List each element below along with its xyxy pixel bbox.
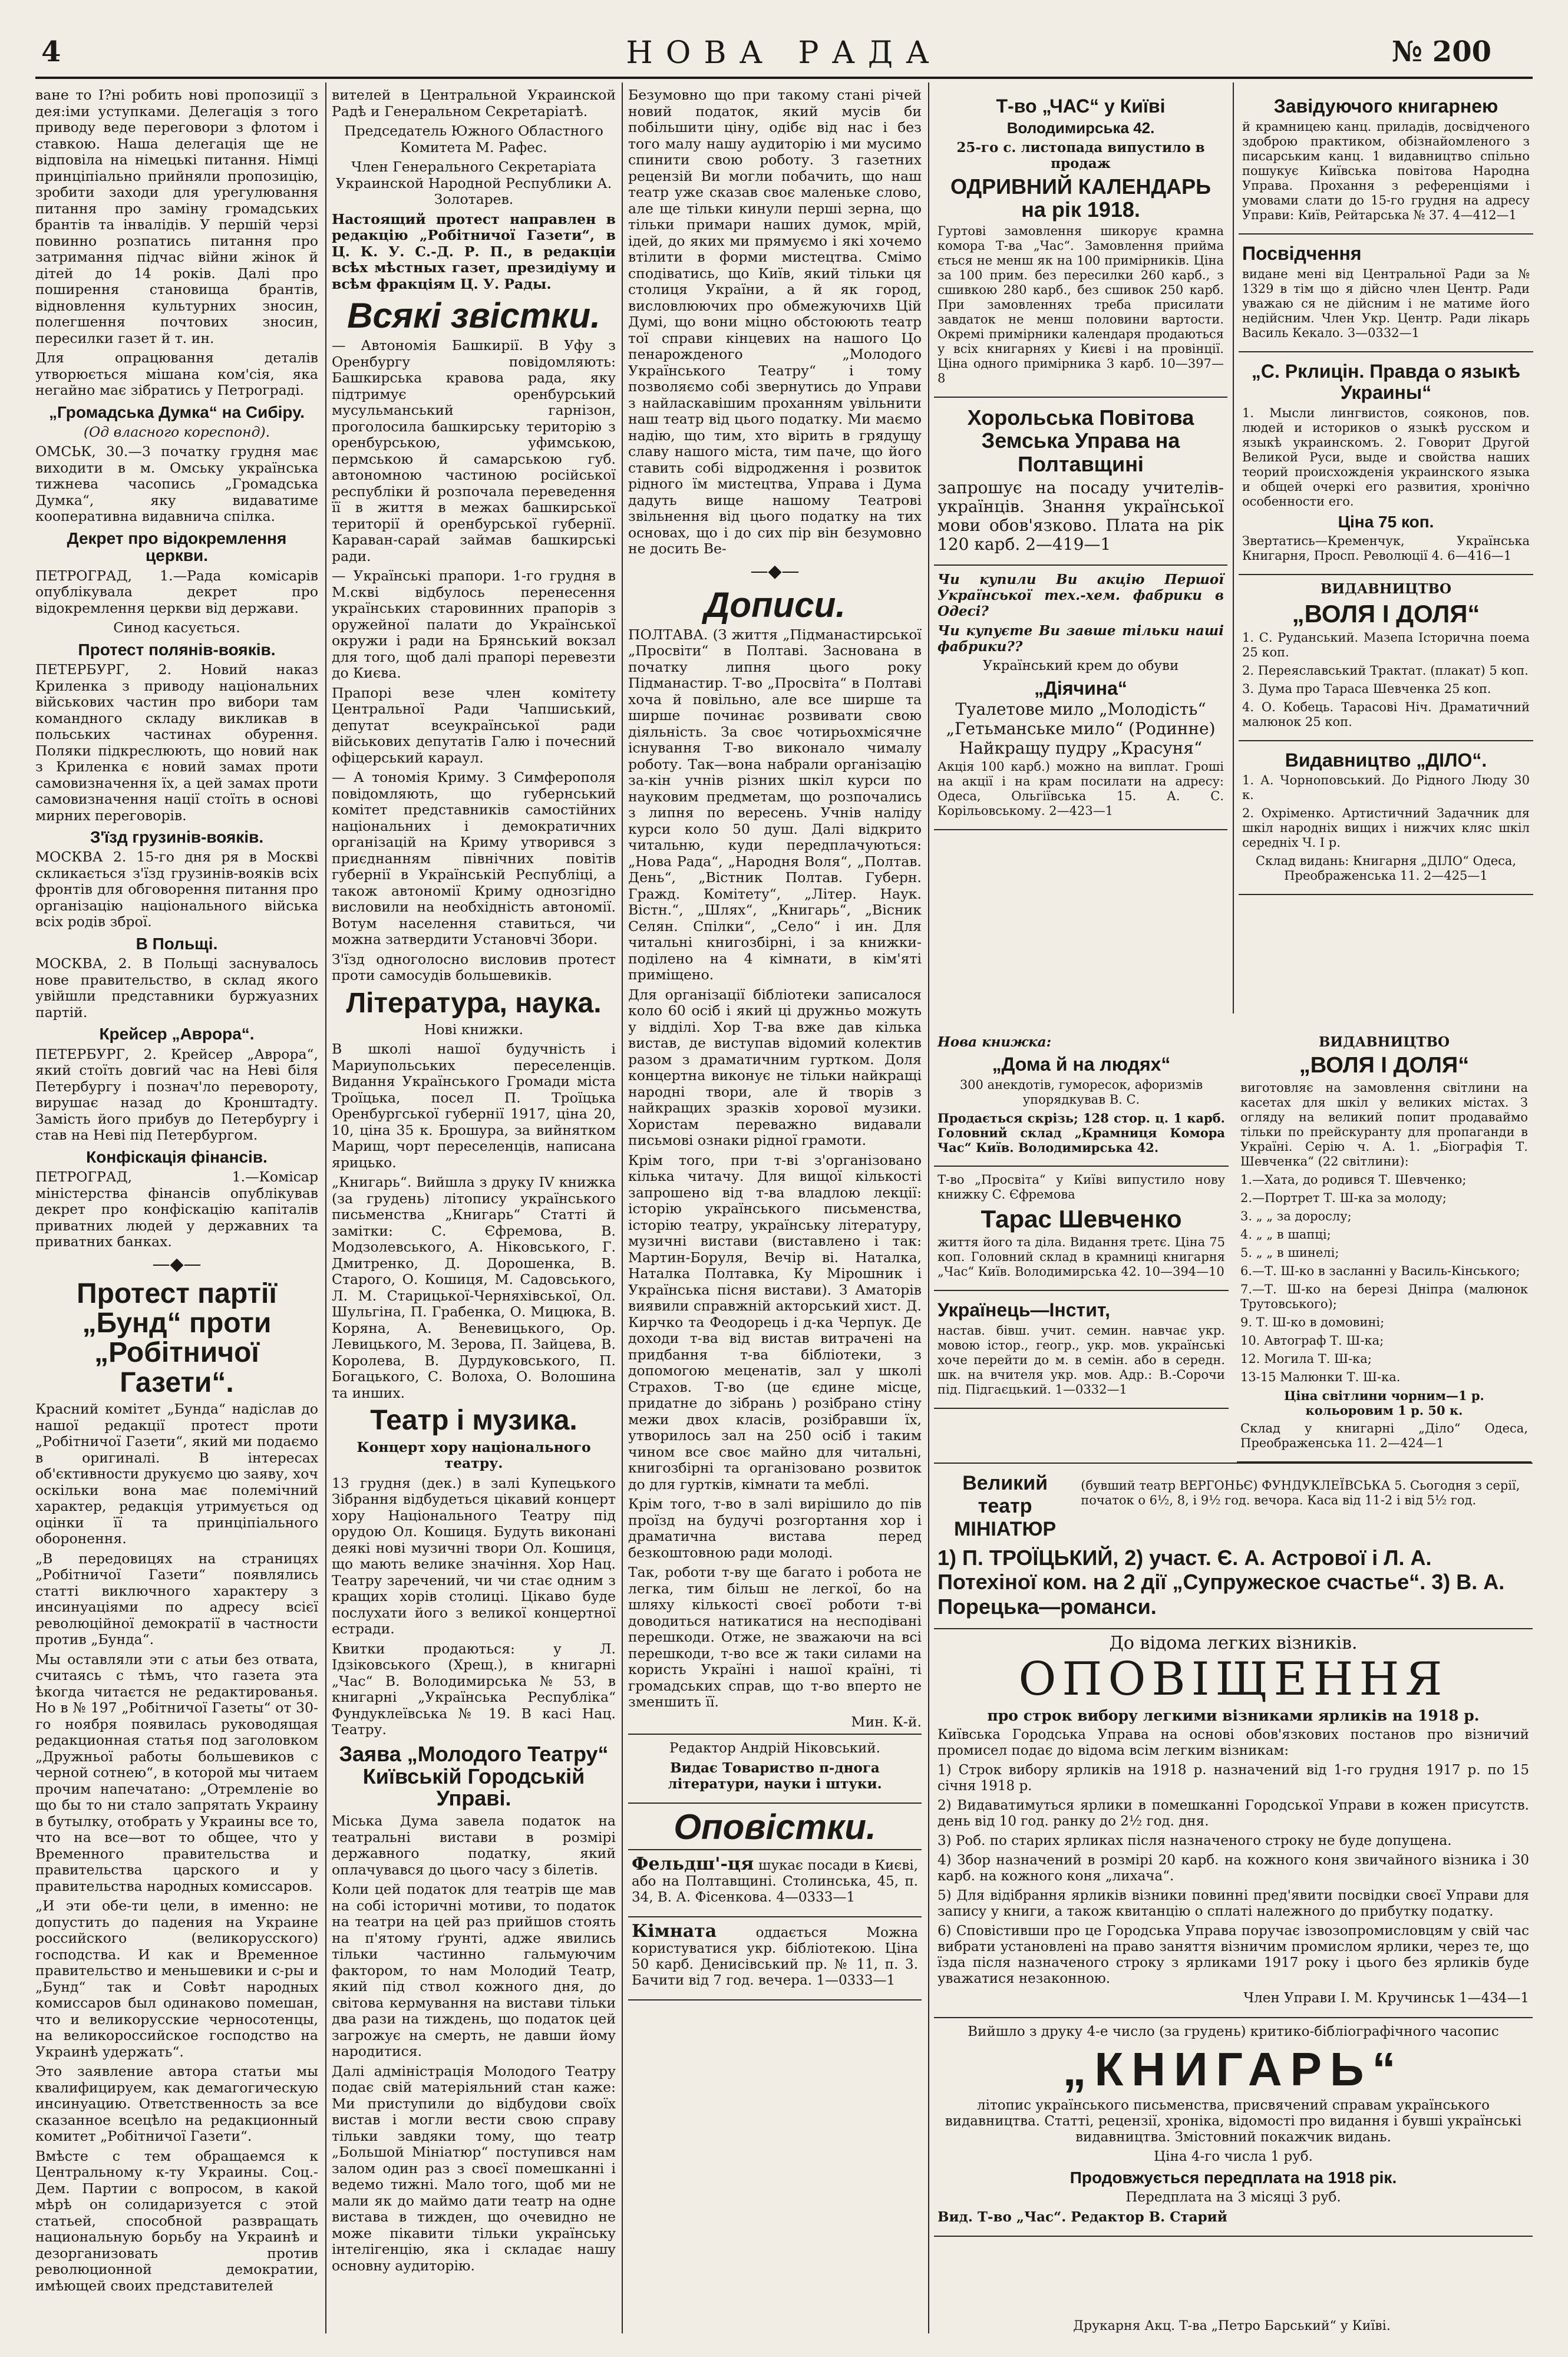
section-heading: Дописи. [704,585,846,625]
byline: (Од власного кореспонд). [83,423,270,440]
article-text: Коли цей податок для театрів ще мав на собі історичні мотиви, то податок на театри на цей раз прийшов стоять на п'ятому ґрунті, адже явились тільки частинно гальмуючим фактором, то нам Молодий Театр, який під ствол кожного дня, до світова кермування на вистави тільки два рази на тиждень, що податок цей загрожує на смерть, не давши йому народитися. [332,1881,616,2060]
ad-knyhar [934,2018,1533,2237]
article-text: МОСКВА 2. 15-го дня ря в Москві скликається з'їзд грузинів-вояків всіх фронтів для обговорення питання про організацію національного війська всіх родів зброї. [35,849,318,930]
editor-line: Редактор Андрій Ніковський. [669,1741,880,1756]
ad-theatre-miniatur [934,1463,1533,1629]
publisher-line: Видає Товариство п-днога літератури, науки і штуки. [668,1760,882,1792]
notice-subtitle: про строк вибору легкими візниками ярликів на 1918 р. [987,1707,1480,1725]
news-heading: „Громадська Думка“ на Сибіру. [48,402,305,421]
classified-ad [628,1849,922,1917]
ad-factory [934,566,1227,831]
ad-text: Продається скрізь; 128 стор. ц. 1 карб. Головний склад „Крамниця Комора Час“ Київ. Володимирська 42. [938,1110,1225,1155]
ad-bookstore [1239,87,1533,235]
notice-item: 4) Збор назначений в розмірі 20 карб. на кожного коня звичайного візника і 30 карб. на кожного коня „лихача“. [938,1853,1529,1884]
ad-address: Володимирська 42. [1006,118,1155,137]
subheading: Нові книжки. [424,1021,524,1038]
ad-teacher [934,1291,1229,1409]
imprint [628,1734,922,1804]
ads-row [934,1028,1533,1463]
ad-text: запрошує на посаду учителів-українців. Знання української мови обов'язково. Плата на рік 120 карб. 2—419—1 [938,477,1224,554]
ad-title: Великий театр МІНІАТЮР [954,1471,1057,1540]
article-text: Это заявление автора статьи мы квалифицируем, как демагогическую инсинуацию. Ответственность за все сказанное всецѣло на редакционный комитет „Робітничої Газети“. [35,2063,318,2145]
ad-zemstvo [934,398,1227,566]
column-5 [1239,87,1533,1024]
ad-price: Ціна 4-го числа 1 руб. [1154,2149,1313,2165]
article-text: Далі адміністрація Молодого Театру подає свій матеріяльний стан каже: Ми приступили до відбудови своїх вистав і могли вести свою справу тільки завдяки тому, що театр „Большой Мініатюр“ поступився нам залом один раз з своєї помешканні і ведемо тижні. Мало того, щоб ми не мали як до маймо дати театр на одне вистава в тижден, що очевидно не може пікавити тільки українську інтелігенцію, яка і складає нашу основну аудиторію. [332,2062,616,2274]
ad-subscription-price: Передплата на 3 місяці 3 руб. [1125,2190,1341,2206]
ad-price: Ціна світлини чорним—1 р. кольоровим 1 р. 50 к. [1284,1388,1484,1418]
notice-item: 5) Для відібрання ярликів візники повинні пред'явити посвідки своєї Управи для запису у книги, а також квитанцію о сплаті належного до прибутку податку. [938,1888,1529,1920]
article-text: Настоящий протест направлен в редакцію „Робітничої Газети“, в Ц. К. У. С.-Д. Р. П., в редакціи всѣх мѣстных газет, президіуму и всѣм фракціям Ц. У. Рады. [332,210,616,292]
article-text: Красний комітет „Бунда“ надіслав до нашої редакції протест проти „Робітничої Газети“, який ми подаємо в оригиналі. В інтересах об'єктивности друкуємо цю заяву, хоч оскільки вона має полемічний характер, редакція утримується од оцінки її та принціпіального оборонення. [35,1401,318,1547]
ad-text: 300 анекдотів, гуморесок, афоризмів упорядкував В. С. [959,1077,1203,1107]
article-text: 13 грудня (дек.) в залі Купецького Зібрання відбудеться цікавий концерт хору Національного Театру під орудою Ол. Кошиця. Будуть виконані деякі нові музичні твори Ол. Кошиця, що мають велике значіння. Хор Нац. Театру заречений, чи чи стає одним з кращих хорів столиці. Цікаво буде послухати його з великої концертної естради. [332,1474,616,1638]
ad-title: Завідуючого книгарнею [1273,95,1498,117]
ad-title: Видавництво „ДІЛО“. [1285,749,1487,771]
ad-item: 9. Т. Ш-ко в домовині; [1240,1315,1385,1329]
article-text: Крім того, т-во в залі вирішило до пів проїзд на будучі розгортання хор і драматична вистава перед безкоштовною ради молоді. [628,1496,922,1561]
ad-footer: Вид. Т-во „Час“. Редактор В. Старий [938,2209,1227,2226]
ad-text: Український крем до обуви [982,658,1179,674]
article-headline: Заява „Молодого Театру“ Київській Городській Управі. [339,1741,609,1811]
ad-publisher-dilo [1239,741,1533,896]
ad-text: Чи купили Ви акцію Першої Української тех.-хем. фабрики в Одесі? [938,571,1224,619]
ad-product: „Гетьманське мило“ (Родинне) [946,719,1216,739]
article-text: — Автономія Башкирії. В Уфу з Оренбургу повідомляють: Башкирська кравова рада, яку підтримує оренбурський мусульманський гарнізон, проголосила башкирську територію з оренбурською, уфимською, пермською й самарською губ. автономною частиною російської республіки й розпочала переведення її в життя в межах башкирської території й оренбурської губернії. Караван-сарай займав башкирські ради. [332,337,616,565]
news-heading: Крейсер „Аврора“. [99,1025,255,1044]
notice-item: 3) Роб. по старих ярликах після назначеного строку не буде допущена. [938,1833,1452,1849]
article-text: Для організації бібліотеки записалося коло 60 осіб і який ці дружньо можуть у відділі. Хор Т-ва вже дав кілька вистав, де виступав відомий колектив разом з драматичним гуртком. Доля концертна виконує не тільки найкращі народні твори, але й творів з найкращих зразків хорової музики. Хористам переважно видавали письмові ознаки рідної грамоти. [628,986,922,1148]
column-1 [35,87,318,2322]
column-divider [622,82,623,2333]
ad-text: (бувший театр ВЕРГОНЬЄ) ФУНДУКЛЕЇВСЬКА 5. Сьогодня з серії, початок о 6½, 8, і 9½ год. вечора. Каса від 11-2 і від 5½ год. [1081,1478,1520,1507]
ad-shevchenko-book [934,1167,1229,1291]
ad-item: 2. Охріменко. Артистичний Задачник для шкіл народніх вищих і нижчих кляс шкіл середніх Ч. І р. [1242,806,1530,850]
ad-text: оддається Можна користуватися укр. бібліотекою. Ціна 50 карб. Денисівський пр. № 11, п. 3. Бачити від 7 год. вечера. 1—0333—1 [632,1925,919,1988]
classified-ad [628,1917,922,2001]
ad-title: Українець—Інстит, [938,1299,1111,1321]
ad-address: Звертатись—Кременчук, Українська Книгарня, Просп. Революції 4. 6—416—1 [1242,534,1530,563]
article-text: Синод касується. [113,619,240,636]
signature: Член Генерального Секретаріата Украинской Народной Республики А. Золотарев. [335,159,612,207]
article-text: „В передовицях на страницях „Робітничої Газети“ появлялись статті виключного характеру з инсинуаціями по адресу всієї революційної демократії в частности против „Бунда“. [35,1550,318,1648]
article-text: — А тономія Криму. З Симферополя повідомляють, що губернський комітет представників самостійних національних і демократичних організацій на Криму утворився з приєднанням північних повітів губернії в Українській Республіці, а також автономії Криму однозгідно висловили на необхідність автономії. Вотум населення ставиться, чи можна затвердити Установчі Збори. [332,769,616,948]
ad-book-rklitsin [1239,352,1533,576]
news-heading: Протест полянів-вояків. [78,640,276,659]
ad-label: ВИДАВНИЦТВО [1318,1034,1450,1050]
article-text: Вмѣсте с тем обращаемся к Центральному к-ту Украины. Соц.-Дем. Партии с вопросом, в какой мѣрѣ он солидаризуется с этой статьей, способной развращать национальную борьбу на Украинѣ и дезорганизовать против революционной демократии, имѣющей своих представителей [35,2147,318,2294]
ad-store: Склад видань: Книгарня „ДІЛО“ Одеса, Преображенська 11. 2—425—1 [1255,854,1517,883]
column-divider [1233,82,1234,1014]
ad-label: ВИДАВНИЦТВО [1320,581,1452,597]
ad-item: 7.—Т. Ш-ко на березі Дніпра (малюнок Трутовського); [1240,1282,1528,1311]
news-heading: Декрет про відокремлення церкви. [67,529,287,565]
signature: Мин. К-й. [851,1713,922,1730]
ad-text: Гуртові замовлення шикорує крамна комора Т-ва „Час“. Замовлення прийма ється не менш як на 100 примірників. Ціна за 100 прим. без пересилки 260 карб., з сшивкою 280 карб., без сшивок 250 карб. При замовленнях треба присилати завдаток не менш половини вартости. Окремі примірники календаря продаються у всіх книгарнях у Києві і на провінції. Ціна одного примірника 3 карб. 10—397—8 [938,223,1224,385]
masthead [0,32,1568,71]
article-text: ване то І?ні робить нові пропозиції з дея:іми уступками. Делегація з того приводу веде переговори з флотом і ставкою. Наша делегація ще не відповіла на німецькі питання. Німці принціпіально прийняли пропозицію, зробити заходи для урегулювання питання про заміну громадських брантів та інвалідів. У першій черзі повинно розпатись питання про затримання підчас війни жінок й дітей до 14 років. Далі про поширення становища брантів, відновлення культурних зносин, полегшення почтових зносин, пересилки газет й т. ин. [35,87,318,346]
ad-item: 12. Могила Т. Ш-ка; [1240,1351,1372,1366]
ad-text: 1. Мысли лингвистов, сояконов, пов. людей и историков о языкѣ русском и языкѣ украинскомъ. 2. Говорит Другой Великой Руси, выде и свойства наших теорий происхожденія украинского языка и общей очеркі его развития, хронічно особенности его. [1242,406,1530,509]
ad-item: 2. Переяславський Трактат. (плакат) 5 коп. [1242,663,1529,678]
ad-item: 5. „ „ в шинелі; [1240,1245,1339,1260]
ad-text: настав. бівш. учит. семин. навчає укр. мовою істор., геогр., укр. мов. українські хоче перейти до м. в семін. або в середн. шк. на вчителя укр. мов. Адр.: В.-Сорочи під. Підгаєцький. 1—0332—1 [938,1323,1225,1397]
notice-sign: Член Управи І. М. Кручинськ 1—434—1 [1243,1990,1529,2006]
ad-subscription: Продовжується передплата на 1918 рік. [1069,2168,1397,2187]
ad-title: Тарас Шевченко [981,1204,1182,1233]
news-heading: В Польщі. [136,934,218,953]
ornament-divider: —◆— [750,560,800,582]
article-text: ПЕТРОГРАД, 1.—Рада комісарів опублікувала декрет про відокремлення церкви від держави. [35,567,318,616]
ad-item: 1. С. Руданський. Мазепа Історична поема 25 коп. [1242,630,1530,659]
article-text: Прапорі везе член комітету Центральної Ради Чапшиський, депутат всеукраїнської ради військових депутатів Галю і почесний офіцерський караул. [332,684,616,766]
article-headline: Протест партії „Бунд“ проти „Робітничої Газети“. [77,1277,277,1398]
ad-title: „С. Рклицін. Правда о языкѣ Украины“ [1251,360,1521,404]
ads-right [1237,1028,1531,1463]
newspaper-title: НОВА РАДА [626,35,942,71]
ad-product: „Діячина“ [1034,677,1127,699]
ad-item: 4. О. Кобець. Тарасові Ніч. Драматичний малюнок 25 коп. [1242,699,1530,729]
notice-item: 2) Видаватимуться ярлики в помешканні Городської Управи в кожен присутств. день від 10 год. ранку до 2½ год. дня. [938,1798,1529,1830]
ad-price: Ціна 75 коп. [1338,513,1434,532]
ad-item: 3. Дума про Тараса Шевченка 25 коп. [1242,681,1491,696]
article-text: Так, роботи т-ву ще багато і робота не легка, тим більш не легкої, бо на шляху кількості своєї роботи т-ві доводиться натикатися на несподівані перешкоди. Отже, не зважаючи на всі перешкоди, т-во все ж таки силами на користь Україні і нашої країні, ті громадських справ, що т-во вперто не зменшить її. [628,1564,922,1710]
ad-item: 10. Автограф Т. Ш-ка; [1240,1333,1384,1348]
issue-number: № 200 [1391,35,1491,68]
ad-title: Т-во „ЧАС“ у Київі [996,95,1166,117]
ad-store: Склад у книгарні „Діло“ Одеса, Преображенська 11. 2—424—1 [1240,1421,1528,1450]
signature: Председатель Южного Областного Комитета М. Рафес. [344,123,603,156]
article-text: МОСКВА, 2. В Польщі заснувалось нове правительство, в склад якого увійшли представники буржуазних партій. [35,955,318,1021]
ad-product: Туалетове мило „Молодість“ [955,699,1206,719]
column-3 [628,87,922,2322]
ad-text: Акція 100 карб.) можно на виплат. Гроші на акції і на крам посилати на адресу: Одеса, Ольгіївська 15. А. С. Корільовському. 2—423—1 [938,760,1224,818]
ad-text: й крамницею канц. приладів, досвідченого здоброю практиком, обізнайомленого з писарським канц. 1 видавництво спільно пошукує Київська повітова Народна Управа. Прохання з референціями і умовами слати до 15-го грудня на адресу Управи: Київ, Рейтарська № 37. 4—412—1 [1242,119,1530,222]
ad-item: 13-15 Малюнки Т. Ш-ка. [1240,1369,1401,1384]
ad-text: 25-го с. листопада випустило в продаж [956,139,1205,171]
ad-item: 1.—Хата, до родився Т. Шевченко; [1240,1172,1467,1187]
ad-text: виготовляє на замовлення світлини на касетах для шкіл у великих містах. З огляду на великий попит продаваймо тільки по прейскуранту для пропаганди в Україні. Серію ч. А. 1. „Біографія Т. Шевченка“ (22 світлини): [1240,1080,1528,1168]
ad-title: „КНИГАРЬ“ [1062,2043,1404,2096]
ad-calendar [934,87,1227,398]
ad-title: Посвідчення [1242,242,1362,264]
column-divider [325,82,326,2333]
section-heading: Всякі звістки. [347,296,600,335]
ad-text: життя його та діла. Видання третє. Ціна 75 коп. Головний склад в крамниці книгарня „Час“ Київ. Володимирська 42. 10—394—10 [938,1234,1225,1279]
article-text: В школі нашої будучність і Мариупольських переселенців. Видання Українського Громади міста Троїцька, посел П. Троїцька Оренбургської губернії 1917, ціна 20, 10, ціна 35 к. Брошура, за вийнятком Марищ, чорт переселенців, написана ярицько. [332,1041,616,1171]
article-text: ПЕТЕРБУРГ, 2. Крейсер „Аврора“, який стоїть довгий час на Неві біля Петербургу і познач'ло перевороту, вирушає назад до Кронштадту. Замість його прибув до Петербургу і став на Неві під Петербургом. [35,1045,318,1144]
ad-title: Фельдш'-ця [632,1854,754,1874]
ad-label: Нова книжка: [938,1034,1052,1050]
article-text: ПЕТЕРБУРГ, 2. Новий наказ Криленка з приводу національних військових частин про вибори там командного складу викликав в польських частинах обурення. Поляки підкреслюють, що новий нак з Криленка є новий замах проти самовизначення їх, а цей замах проти самовизначення нації стоїть в основі мирних переговорів. [35,661,318,824]
article-text: Мы оставляли эти с атьи без отвата, считаясь с тѣмъ, что газета эта ѣкогда читаєтся не редактированья. Но в № 197 „Робітничої Газеты“ от 30-го ноября появилась руководящая редакционная статья под заголовком „Дружньої работы большевиков с черной сотнею“, в которой мы читаем прочим напечатано: „Отремленіе во що бы то ни стало запрятать Украину в бутылку, отобрать у Украины все то, что на все—вот то общее, что у Временного правительства и правительства царского и у правительства народных комиссаров. [35,1650,318,1894]
printer-line: Друкарня Акц. Т-ва „Петро Барський“ у Київі. [1073,2319,1391,2333]
notice-item: 1) Строк вибору ярликів на 1918 р. назначений від 1-го грудня 1917 р. по 15 січня 1918 р. [938,1762,1529,1794]
ad-title: Хорольська Повітова Земська Управа на Полтавщині [967,405,1194,477]
ad-title: „Дома й на людях“ [992,1054,1171,1075]
subheading: Концерт хору національного театру. [356,1438,591,1472]
ad-anecdotes [934,1028,1229,1167]
article-text: Квитки продаються: у Л. Ідзіковського (Хрещ.), в книгарні „Час“ В. Володимирська № 53, в книгарні „Українська Республіка“ Фундуклеївська № 19. В касі Нац. Театру. [332,1640,616,1738]
notice-item: 6) Сповістивши про це Городська Управа поручає ізвозопромисловцям у свій час вибрати установлені на право заняття візничим промислом ярлики, через те, що їзда після назначеного строку з ярликами 1917 року і цього без ярликів буде уважатися незаконною. [938,1923,1529,1987]
ad-slides [1237,1028,1531,1463]
ad-title: „ВОЛЯ І ДОЛЯ“ [1299,1053,1470,1078]
ad-title: Кімната [632,1921,717,1942]
ad-item: 2.—Портрет Т. Ш-ка за молоду; [1240,1190,1447,1205]
ornament-divider: —◆— [152,1253,202,1275]
ad-text: шукає посади в Києві, або на Полтавщині. Столинська, 45, п. 34, В. А. Фісенкова. 4—0333—1 [632,1858,919,1905]
notice-title: ОПОВІЩЕННЯ [1018,1653,1448,1706]
ad-headline: ОДРИВНИЙ КАЛЕНДАРЬ на рік 1918. [950,174,1212,222]
article-text: Міська Дума завела податок на театральні вистави в розмірі державного податку, який оплачувався до цього часу з білетів. [332,1813,616,1878]
article-text: Безумовно що при такому стані річей новий податок, який мусів би побільшити ціну, одібє від нас і без того малу нашу аудиторію і ми мусимо спинити свою роботу. З газетних рецензій Ви могли побачить, що наш театр уже сказав своє маленьке слово, але ще тільки кинули перші зерна, що тільки примари наших думок, мрій, ідей, до яких ми прямуємо і які хочемо втілити в форми мистецтва. Смімо сподіватись, що Київ, який тільки ця столиця України, а й як город, висловлюючих про обмежуючихв Цій Думі, що вони міцно обстоюють театр тої справи кінцевих на нашого Цо пенарожденого „Молодого Українського Театру“ і тому позволяємо собі звернутись до Управи з найласкавішим проханням увільнити наш театр від цього податку. Ми маємо надію, що тим, хто вірить в грядущу славу нашого міста, тим паче, що його ставить собі відродження і розвиток рідного їм мистецтва, Управа і Дума дадуть вище нашому Театрові звільнення від цього податку на тих основах, що і до сих пір він безумовно не досить Ве- [628,87,922,557]
news-heading: Конфіскація фінансів. [86,1147,268,1166]
section-heading: Література, наука. [346,987,602,1019]
article-text: Крім того, при т-ві з'організовано кілька читачу. Для вищої кількості запрошено від т-ва владлою лекції: історію українського письменства, історію театру, українську літературу, музичні вистави (виставлено і так: Мартин-Боруля, Вечір ві. Наталка, Наталка Полтавка, Ку Мірошник і Українська пісня вистави). З Аматорів виявили справжній акторський хист. Д. Кирчко та Феодорець і д-ка Черпук. Де доходи т-ва від вистав витрачені на придбання т-ва бібліотеки, з допомогою меценатів, зал у школі Страхов. Т-во (це єдине місце, придатне до зібрань ) розібрано стіну межи двох класів, розібравши їх, утворилось зал на 250 осіб і таким чином все своє майно для читальні, книгозбірні та організовано розвиток до для гуртків, кімнати та меблі. [628,1151,922,1493]
ad-certificate [1239,235,1533,352]
ad-text: видане мені від Центральної Ради за № 1329 в тім що я дійсно член Центр. Ради уважаю ся не дійсним і не матиме його недійсним. Член Укр. Центр. Ради лікарь Василь Кекало. 3—0332—1 [1242,266,1530,340]
ad-header [938,1470,1529,1543]
ad-item: 6.—Т. Ш-ко в засланні у Василь-Кінського; [1240,1263,1520,1278]
ad-title: „ВОЛЯ І ДОЛЯ“ [1292,600,1480,628]
section-heading: Оповістки. [674,1807,876,1847]
notice-text: Київська Городська Управа на основі обов'язкових постанов про візничий промисел подає до відома всім легким візникам: [938,1727,1529,1759]
ads-left [934,1028,1229,1463]
ad-product: Найкращу пудру „Красуня“ [959,738,1203,758]
ad-item: 3. „ „ за дорослу; [1240,1209,1352,1223]
article-text: ОМСЬК, 30.—3 початку грудня має виходити в м. Омську українська тижнева часопись „Громадська Думка“, яку видаватиме кооперативна видавнича спілка. [35,443,318,525]
news-heading: З'їзд грузинів-вояків. [90,828,264,847]
header-rule [35,77,1533,79]
column-2 [332,87,616,2322]
article-text: — Українські прапори. 1-го грудня в М.скві відбулось перенесення українських старовинних прапорів з оружейної палати до Української окружи і ради на Брянський вокзал для того, щоб далі прапорі перевезти до Києва. [332,567,616,681]
article-text: „Книгарь“. Вийшла з друку IV книжка (за грудень) літопису українського письменства „Книгарь“ Статті й замітки: С. Єфремова, В. Модзолевського, А. Ніковського, Г. Дмитренко, Д. Дорошенка, В. Старого, О. Кошиця, М. Садовського, Л. М. Старицької-Черняхівської, Ол. Шульгіна, П. Грабенка, О. Мицюка, В. Коряна, А. Веневицького, Ор. Левицького, М. Зерова, П. Зайцева, В. Королева, В. Дурдуковського, П. Богацького, С. Волоха, О. Волошина та инших. [332,1174,616,1401]
ad-label: Вийшло з друку 4-е число (за грудень) критико-бібліографічного часопис [968,2024,1499,2040]
notice-pre: До відома легких візників. [1109,1633,1358,1654]
page-number: 4 [41,35,61,68]
notice-cabmen [934,1629,1533,2018]
article-text: ПЕТРОГРАД, 1.—Комісар міністерства фінансів опублікував декрет про конфіскацію капіталів приватних людей у державних та приватних банках. [35,1168,318,1250]
article-text: ПОЛТАВА. (З життя „Підманастирської „Просвіти“ в Полтаві. Заснована в початку липня цього року Підманастир. Т-во „Просвіта“ в Полтаві хоча й повільно, але все ширше та ширше починає розвивати свою діяльність. За своє чотирьохмісячне існування Т-во виконало чималу роботу. Так—вона набрали організацію за-кін учнів різних шкіл курси по науковим предметам, що розпочались з липня по вересень. Учнів наліду курси коло 50 душ. Далі відкрито читальню, куди передплачуються: „Нова Рада“, „Народня Воля“, „Полтав. День“, „Вістник Полтав. Губерн. Гражд. Комітету“, „Літер. Наук. Вістн.“, „Шлях“, „Книгарь“, „Вісник Селян. Спілки“, „Село“ і ин. Для читальні книгозбірні, і за книжки-поділено на 4 кімнати, в кім'яті приміщено. [628,626,922,983]
article-text: З'їзд одноголосно висловив протест проти самосудів большевиків. [332,950,616,983]
column-divider [928,82,929,2333]
ad-program: 1) П. ТРОЇЦЬКИЙ, 2) участ. Є. А. Астрової і Л. А. Потехіної ком. на 2 дії „Супружеское счастье“. 3) В. А. Порецька—романси. [938,1546,1505,1619]
ad-text: літопис українського письменства, присвячений справам українського видавництва. Статті, рецензії, хроніка, відомості про видання і бувші українські видавництва. Змістовний покажчик видань. [945,2098,1522,2145]
article-text: Для опрацювання деталів утворюється мішана ком'сія, яка негайно має зібратись у Петрограді. [35,349,318,398]
ad-publisher-volia [1239,575,1533,741]
article-text: „И эти обе-ти цели, в именно: не допустить до падения на Украине российского (великорусского) господства. И как и Временное правительство и меньшевики и с-ры и „Бунд“ так и Совѣт народных комиссаров был одинаково помешан, что и великорусские черносотенцы, на великороссийское господство на Украинѣ удержать“. [35,1897,318,2060]
ad-label: Т-во „Просвіта“ у Київі випустило нову книжку С. Єфремова [938,1172,1225,1201]
column-4 [934,87,1227,1024]
ad-item: 1. А. Чорноповський. До Рідного Люду 30 к. [1242,773,1530,803]
article-text: вителей в Центральной Украинской Радѣ и Генеральном Секретаріатѣ. [332,87,616,120]
lower-right-ads [934,1028,1533,2322]
section-heading: Театр і музика. [370,1405,577,1437]
ad-text: Чи купуєте Ви завше тільки наші фабрики?? [938,622,1224,655]
ad-item: 4. „ „ в шапці; [1240,1227,1331,1242]
